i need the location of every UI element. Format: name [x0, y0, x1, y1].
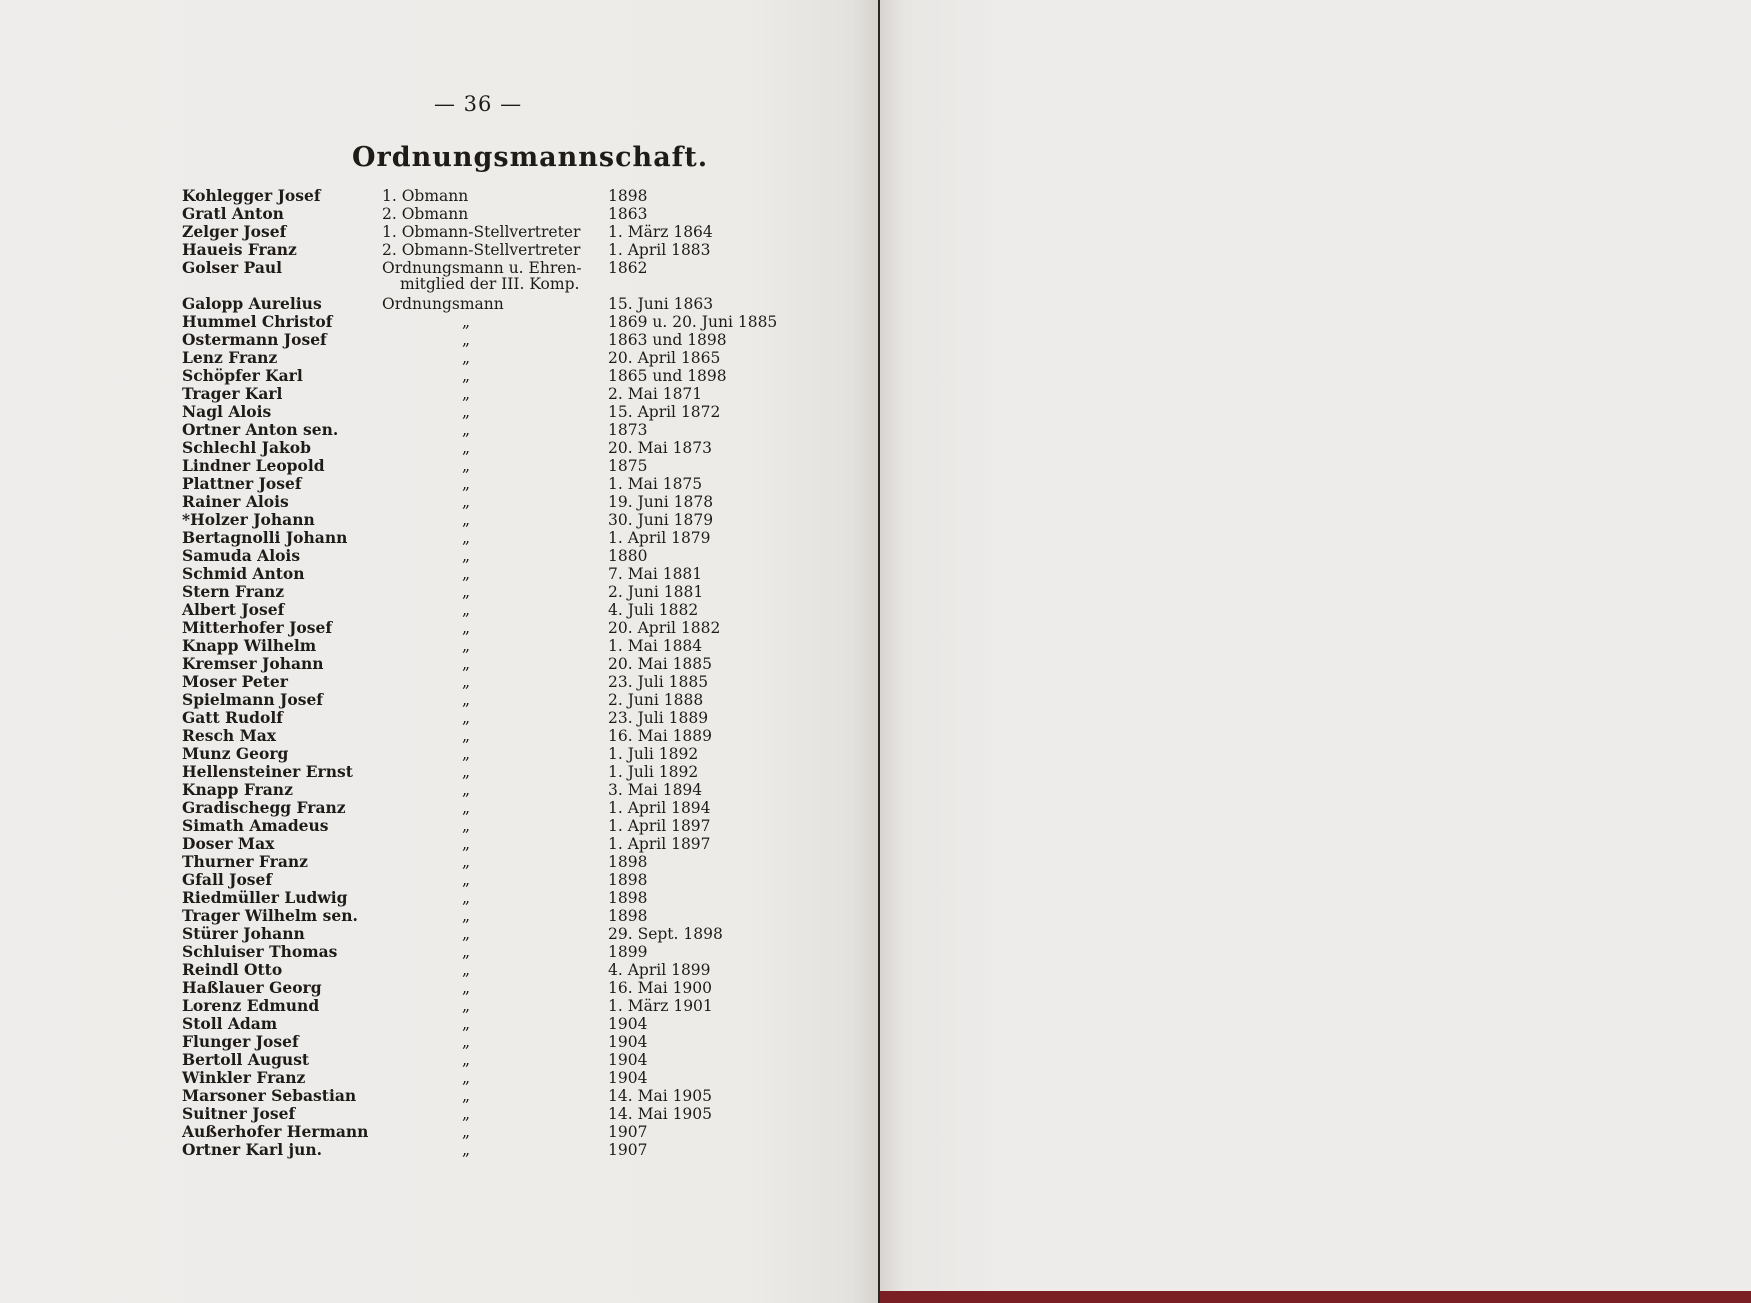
member-name: *Holzer Johann — [182, 510, 315, 529]
member-role: „ — [462, 727, 471, 745]
member-role: „ — [462, 1033, 471, 1051]
member-name: Doser Max — [182, 834, 275, 853]
member-date: 7. Mai 1881 — [608, 565, 703, 583]
member-name: Marsoner Sebastian — [182, 1086, 357, 1105]
member-name: Schluiser Thomas — [182, 942, 338, 961]
member-role: „ — [462, 331, 471, 349]
member-name: Bertagnolli Johann — [182, 528, 348, 547]
member-name: Stern Franz — [182, 582, 285, 601]
member-date: 2. Juni 1888 — [608, 691, 704, 709]
member-role: 1. Obmann-Stellvertreter — [382, 223, 581, 241]
member-role: „ — [462, 1141, 471, 1159]
member-date: 1907 — [608, 1123, 648, 1141]
member-role: „ — [462, 763, 471, 781]
member-date: 1. Mai 1875 — [608, 475, 703, 493]
member-role: „ — [462, 691, 471, 709]
member-date: 1898 — [608, 907, 648, 925]
member-name: Bertoll August — [182, 1050, 310, 1069]
member-role: „ — [462, 655, 471, 673]
member-date: 1904 — [608, 1051, 648, 1069]
member-date: 15. April 1872 — [608, 403, 721, 421]
member-name: Mitterhofer Josef — [182, 618, 333, 637]
member-date: 20. April 1882 — [608, 619, 721, 637]
member-role: 2. Obmann-Stellvertreter — [382, 241, 581, 259]
member-name: Simath Amadeus — [182, 816, 329, 835]
member-name: Außerhofer Hermann — [182, 1122, 369, 1141]
member-date: 1. März 1864 — [608, 223, 713, 241]
member-role: „ — [462, 367, 471, 385]
member-name: Plattner Josef — [182, 474, 302, 493]
member-date: 3. Mai 1894 — [608, 781, 703, 799]
member-role: „ — [462, 349, 471, 367]
member-name: Lindner Leopold — [182, 456, 325, 475]
member-name: Moser Peter — [182, 672, 288, 691]
member-date: 1. Mai 1884 — [608, 637, 703, 655]
member-name: Ortner Karl jun. — [182, 1140, 323, 1159]
member-name: Haueis Franz — [182, 240, 297, 259]
member-name: Hummel Christof — [182, 312, 333, 331]
member-name: Trager Wilhelm sen. — [182, 906, 358, 925]
member-name: Winkler Franz — [182, 1068, 306, 1087]
right-page — [880, 0, 1751, 1303]
member-role: 1. Obmann — [382, 187, 469, 205]
member-role: „ — [462, 475, 471, 493]
member-date: 20. April 1865 — [608, 349, 721, 367]
member-role: „ — [462, 583, 471, 601]
member-role: „ — [462, 943, 471, 961]
member-date: 1. April 1879 — [608, 529, 711, 547]
member-role: Ordnungsmann — [382, 295, 504, 313]
member-role: „ — [462, 403, 471, 421]
member-date: 1898 — [608, 871, 648, 889]
member-role: „ — [462, 313, 471, 331]
page-number-36: — 36 — — [434, 92, 523, 116]
member-date: 1869 u. 20. Juni 1885 — [608, 313, 778, 331]
member-date: 4. Juli 1882 — [608, 601, 699, 619]
member-date: 19. Juni 1878 — [608, 493, 714, 511]
member-name: Galopp Aurelius — [182, 294, 322, 313]
member-date: 2. Juni 1881 — [608, 583, 704, 601]
member-name: Samuda Alois — [182, 546, 301, 565]
member-name: Stoll Adam — [182, 1014, 278, 1033]
role-continuation: mitglied der III. Komp. — [400, 275, 580, 293]
member-role: „ — [462, 997, 471, 1015]
member-name: Ortner Anton sen. — [182, 420, 339, 439]
member-date: 29. Sept. 1898 — [608, 925, 723, 943]
member-name: Lorenz Edmund — [182, 996, 320, 1015]
member-date: 1904 — [608, 1069, 648, 1087]
member-name: Schmid Anton — [182, 564, 305, 583]
member-date: 1. April 1897 — [608, 817, 711, 835]
member-date: 1. März 1901 — [608, 997, 713, 1015]
member-date: 1863 — [608, 205, 648, 223]
member-date: 16. Mai 1900 — [608, 979, 713, 997]
member-name: Flunger Josef — [182, 1032, 299, 1051]
member-date: 23. Juli 1885 — [608, 673, 709, 691]
member-role: „ — [462, 709, 471, 727]
member-date: 1880 — [608, 547, 648, 565]
member-role: „ — [462, 835, 471, 853]
member-date: 1898 — [608, 889, 648, 907]
member-name: Lenz Franz — [182, 348, 278, 367]
member-role: „ — [462, 1051, 471, 1069]
member-name: Albert Josef — [182, 600, 285, 619]
member-date: 1. April 1894 — [608, 799, 711, 817]
member-name: Ostermann Josef — [182, 330, 327, 349]
member-role: „ — [462, 1015, 471, 1033]
member-name: Kohlegger Josef — [182, 186, 321, 205]
member-role: „ — [462, 889, 471, 907]
member-name: Gradischegg Franz — [182, 798, 346, 817]
member-name: Suitner Josef — [182, 1104, 296, 1123]
member-name: Trager Karl — [182, 384, 283, 403]
member-name: Schlechl Jakob — [182, 438, 311, 457]
member-role: „ — [462, 961, 471, 979]
member-role: „ — [462, 907, 471, 925]
member-name: Rainer Alois — [182, 492, 289, 511]
member-role: „ — [462, 1105, 471, 1123]
page-edge-binding — [880, 1291, 1751, 1303]
member-role: „ — [462, 1123, 471, 1141]
member-date: 1862 — [608, 259, 648, 277]
member-role: „ — [462, 799, 471, 817]
member-name: Knapp Franz — [182, 780, 293, 799]
member-date: 1873 — [608, 421, 648, 439]
member-date: 1. Juli 1892 — [608, 745, 699, 763]
member-name: Riedmüller Ludwig — [182, 888, 348, 907]
member-date: 1. April 1897 — [608, 835, 711, 853]
member-role: „ — [462, 493, 471, 511]
member-name: Zelger Josef — [182, 222, 287, 241]
section-title-ordnungsmannschaft: Ordnungsmannschaft. — [352, 142, 709, 173]
member-name: Munz Georg — [182, 744, 289, 763]
member-date: 1904 — [608, 1033, 648, 1051]
member-date: 20. Mai 1873 — [608, 439, 713, 457]
member-role: „ — [462, 457, 471, 475]
member-role: „ — [462, 925, 471, 943]
member-role: „ — [462, 619, 471, 637]
member-date: 1904 — [608, 1015, 648, 1033]
member-date: 1863 und 1898 — [608, 331, 727, 349]
member-name: Thurner Franz — [182, 852, 308, 871]
member-name: Resch Max — [182, 726, 277, 745]
member-name: Kremser Johann — [182, 654, 324, 673]
member-role: „ — [462, 1087, 471, 1105]
member-role: „ — [462, 637, 471, 655]
member-role: „ — [462, 565, 471, 583]
member-role: „ — [462, 745, 471, 763]
member-role: „ — [462, 673, 471, 691]
member-date: 14. Mai 1905 — [608, 1105, 713, 1123]
member-role: „ — [462, 439, 471, 457]
member-date: 20. Mai 1885 — [608, 655, 713, 673]
member-date: 1899 — [608, 943, 648, 961]
member-date: 15. Juni 1863 — [608, 295, 714, 313]
member-name: Haßlauer Georg — [182, 978, 322, 997]
member-role: Ordnungsmann u. Ehren- — [382, 259, 582, 277]
member-name: Stürer Johann — [182, 924, 305, 943]
member-role: „ — [462, 781, 471, 799]
member-date: 2. Mai 1871 — [608, 385, 703, 403]
member-date: 1865 und 1898 — [608, 367, 727, 385]
member-name: Hellensteiner Ernst — [182, 762, 353, 781]
member-date: 14. Mai 1905 — [608, 1087, 713, 1105]
member-date: 4. April 1899 — [608, 961, 711, 979]
member-role: „ — [462, 853, 471, 871]
member-role: 2. Obmann — [382, 205, 469, 223]
member-date: 1898 — [608, 187, 648, 205]
member-date: 1907 — [608, 1141, 648, 1159]
member-name: Gfall Josef — [182, 870, 273, 889]
member-date: 1898 — [608, 853, 648, 871]
member-name: Gatt Rudolf — [182, 708, 283, 727]
member-name: Golser Paul — [182, 258, 283, 277]
member-role: „ — [462, 817, 471, 835]
member-role: „ — [462, 1069, 471, 1087]
member-role: „ — [462, 529, 471, 547]
member-date: 23. Juli 1889 — [608, 709, 709, 727]
member-name: Nagl Alois — [182, 402, 272, 421]
member-name: Schöpfer Karl — [182, 366, 303, 385]
member-role: „ — [462, 979, 471, 997]
member-name: Reindl Otto — [182, 960, 283, 979]
member-role: „ — [462, 511, 471, 529]
member-role: „ — [462, 547, 471, 565]
member-name: Spielmann Josef — [182, 690, 323, 709]
member-role: „ — [462, 385, 471, 403]
member-name: Gratl Anton — [182, 204, 284, 223]
member-role: „ — [462, 601, 471, 619]
member-date: 30. Juni 1879 — [608, 511, 714, 529]
member-role: „ — [462, 871, 471, 889]
member-date: 1. Juli 1892 — [608, 763, 699, 781]
member-name: Knapp Wilhelm — [182, 636, 317, 655]
member-date: 1. April 1883 — [608, 241, 711, 259]
member-date: 1875 — [608, 457, 648, 475]
member-role: „ — [462, 421, 471, 439]
member-date: 16. Mai 1889 — [608, 727, 713, 745]
